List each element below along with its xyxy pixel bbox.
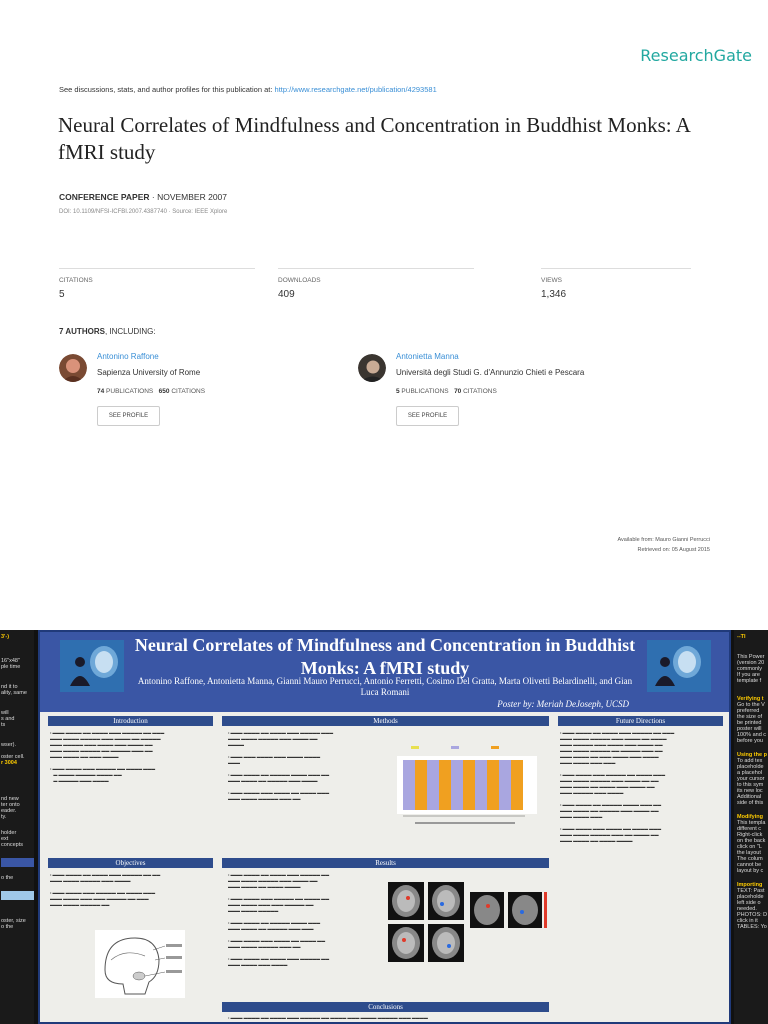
strip-line: 16"x48" [1, 658, 20, 664]
author-name[interactable]: Antonietta Manna [396, 352, 459, 361]
stat-value: 409 [278, 289, 295, 300]
block-design-chart [395, 742, 540, 827]
stat-downloads [278, 268, 474, 300]
strip-line: ter onto [1, 802, 20, 808]
stat-label: DOWNLOADS [278, 277, 321, 284]
divider [541, 268, 691, 269]
publication-label: PUBLICATIONS [104, 388, 154, 395]
stat-label: VIEWS [541, 277, 562, 284]
right-instruction-strip [734, 630, 768, 1024]
strip-line: o the [1, 875, 14, 881]
paper-type-line [59, 192, 227, 202]
strip-line: Right-click [737, 832, 763, 838]
future-directions-text: • ▬▬▬ ▬▬▬▬ ▬▬ ▬▬▬▬ ▬▬▬ ▬▬▬▬▬ ▬▬ ▬▬▬ ▬▬▬ ▬▬▬▬ ▬▬▬▬▬ ▬▬▬ ▬▬▬▬ ▬▬ ▬▬▬▬ ▬▬▬ ▬▬▬▬▬ ▬▬▬ ▬▬▬▬ ▬▬▬ ▬▬▬▬ ▬▬ ▬▬▬ ▬▬▬▬ ▬▬▬▬▬ ▬▬ ▬▬▬▬▬ ▬▬▬ ▬▬ ▬▬▬ ▬▬▬▬ ▬▬ ▬▬▬ ▬▬▬▬ ▬▬▬ ▬▬▬▬ ▬▬▬ ▬▬▬▬ ▬▬▬ ▬▬▬ • ▬▬▬ ▬▬▬▬ ▬▬▬ ▬▬▬▬▬ ▬▬ ▬▬▬▬ ▬▬▬ ▬▬▬ ▬▬▬▬ ▬▬▬▬▬ ▬▬▬ ▬▬▬▬ ▬▬ ▬▬ ▬▬▬ ▬▬▬▬ ▬▬ ▬▬▬▬ ▬▬▬ ▬▬▬▬ ▬▬ ▬▬▬ ▬▬▬▬▬ ▬▬▬ ▬▬▬▬ • ▬▬▬ ▬▬▬▬ ▬▬ ▬▬▬▬▬ ▬▬▬▬ ▬▬▬ ▬▬ ▬▬▬ ▬▬▬▬ ▬▬ ▬▬▬▬▬ ▬▬▬ ▬▬▬▬ ▬▬ ▬▬▬ ▬▬▬▬ ▬▬▬ • ▬▬▬ ▬▬▬▬ ▬▬▬ ▬▬▬▬ ▬▬ ▬▬▬▬ ▬▬▬ ▬▬▬ ▬▬▬▬ ▬▬▬▬▬ ▬▬▬ ▬▬ ▬▬▬▬ ▬▬ ▬▬▬ ▬▬▬▬ ▬▬ ▬▬▬▬ ▬▬▬▬ [560, 730, 675, 843]
strip-line: PHOTOS: D [737, 912, 768, 918]
strip-line: wser). [1, 742, 16, 748]
authors-heading [59, 327, 156, 336]
authors-count: 7 AUTHORS [59, 327, 105, 336]
strip-line: TEXT: Past [737, 888, 765, 894]
paper-type: CONFERENCE PAPER [59, 192, 150, 202]
retrieved-on: Retrieved on: 05 August 2015 [637, 547, 710, 553]
strip-line: a placehol [737, 770, 763, 776]
strip-line: preferred [737, 708, 760, 714]
strip-line: needed. [737, 906, 757, 912]
strip-line: ts [1, 722, 6, 728]
stat-value: 1,346 [541, 289, 567, 300]
strip-line: o the [1, 924, 14, 930]
publication-count: 74 [97, 388, 105, 395]
meditation-brain-image-left [60, 640, 124, 692]
strip-line: --TI [737, 634, 746, 640]
strip-line: r 3004 [1, 760, 17, 766]
section-results: Results [222, 858, 549, 868]
strip-line: (version 20 [737, 660, 765, 666]
discussion-notice [59, 85, 437, 94]
strip-line: Using the p [737, 752, 767, 758]
strip-line: Go to the V [737, 702, 765, 708]
strip-line: your cursor [737, 776, 765, 782]
strip-line: oster, size [1, 918, 26, 924]
citation-count: 650 [158, 388, 170, 395]
poster-by: Poster by: Meriah DeJoseph, UCSD [497, 699, 629, 709]
strip-line: holder [1, 830, 17, 836]
left-instruction-strip [0, 630, 34, 1024]
strip-line: template f [737, 678, 762, 684]
author-institution: Sapienza University of Rome [97, 368, 201, 377]
avatar[interactable] [59, 354, 87, 382]
publication-label: PUBLICATIONS [399, 388, 449, 395]
stat-views [541, 268, 691, 300]
strip-line: nd it to [1, 684, 18, 690]
divider [59, 268, 255, 269]
strip-line: commonly [737, 666, 763, 672]
see-profile-button[interactable]: SEE PROFILE [97, 406, 160, 426]
strip-line: the layout [737, 850, 761, 856]
strip-line: ty. [1, 814, 7, 820]
strip-line: click on "L [737, 844, 762, 850]
citation-label: CITATIONS [461, 388, 497, 395]
strip-line: before you [737, 738, 763, 744]
author-institution: Università degli Studi G. d'Annunzio Chieti e Pescara [396, 368, 585, 377]
section-objectives: Objectives [48, 858, 213, 868]
strip-line: ple time [1, 664, 21, 670]
paper-date: · NOVEMBER 2007 [149, 192, 228, 202]
brain-diagram [95, 930, 185, 998]
strip-line: side of this [737, 800, 764, 806]
strip-line: s and [1, 716, 15, 722]
conclusions-text: • ▬▬▬ ▬▬▬▬ ▬▬ ▬▬▬▬ ▬▬▬ ▬▬▬▬▬ ▬▬ ▬▬▬▬ ▬▬▬ ▬▬▬▬ ▬▬▬▬▬ ▬▬▬ ▬▬▬▬ [228, 1015, 428, 1020]
strip-line: to this sym [737, 782, 764, 788]
section-introduction: Introduction [48, 716, 213, 726]
strip-line: If you are [737, 672, 760, 678]
introduction-text: • ▬▬▬ ▬▬▬▬ ▬▬ ▬▬▬▬ ▬▬▬ ▬▬▬▬▬ ▬▬ ▬▬▬ ▬▬▬ ▬▬▬▬ ▬▬▬▬▬ ▬▬▬ ▬▬▬▬ ▬▬ ▬▬▬▬▬ ▬▬▬ ▬▬▬▬▬ ▬▬▬ ▬▬▬▬ ▬▬▬ ▬▬▬▬ ▬▬ ▬▬▬ ▬▬▬▬ ▬▬▬▬▬ ▬▬ ▬▬▬▬▬ ▬▬▬ ▬▬ ▬▬▬ ▬▬▬▬ ▬▬ ▬▬▬ ▬▬▬▬ • ▬▬▬ ▬▬▬▬ ▬▬▬ ▬▬▬▬▬ ▬▬ ▬▬▬▬ ▬▬▬ ▬ ▬▬▬▬ ▬▬▬▬▬ ▬▬▬▬ ▬▬ ▬ ▬▬▬▬▬ ▬▬▬ ▬▬▬▬ [50, 730, 165, 783]
section-future-directions: Future Directions [558, 716, 723, 726]
strip-line: Modifying [737, 814, 763, 820]
paper-title: Neural Correlates of Mindfulness and Concentration in Buddhist Monks: A fMRI study [58, 113, 690, 164]
poster-preview [0, 630, 768, 1024]
color-swatch [1, 891, 34, 900]
strip-line: 100% and c [737, 732, 767, 738]
strip-line: left side o [737, 900, 761, 906]
availability-info [617, 535, 710, 555]
strip-line: oster cell. [1, 754, 25, 760]
strip-line: Additional [737, 794, 762, 800]
strip-line: click in it [737, 918, 758, 924]
publication-count: 5 [396, 388, 400, 395]
methods-text: • ▬▬▬ ▬▬▬▬ ▬▬ ▬▬▬▬ ▬▬▬ ▬▬▬▬▬ ▬▬▬ ▬▬▬ ▬▬▬▬ ▬▬▬▬▬ ▬▬▬ ▬▬▬▬ ▬▬ ▬▬▬▬ • ▬▬▬ ▬▬▬ ▬▬▬▬ ▬▬▬ ▬▬▬▬ ▬▬▬▬ ▬▬▬ • ▬▬▬ ▬▬▬▬ ▬▬ ▬▬▬▬▬ ▬▬▬▬ ▬▬▬ ▬▬ ▬▬▬ ▬▬▬▬ ▬▬ ▬▬▬▬▬ ▬▬▬ ▬▬▬▬ • ▬▬▬ ▬▬▬▬ ▬▬▬ ▬▬▬▬ ▬▬ ▬▬▬▬ ▬▬▬ ▬▬▬ ▬▬▬▬ ▬▬▬▬▬ ▬▬▬ ▬▬ [228, 730, 334, 801]
strip-line: The colum [737, 856, 763, 862]
stat-label: CITATIONS [59, 277, 93, 284]
strip-line: This Power [737, 654, 765, 660]
available-from: Available from: Mauro Gianni Perrucci [617, 537, 710, 543]
doi-line: DOI: 10.1109/NFSI-ICFBI.2007.4387740 · Source: IEEE Xplore [59, 209, 228, 215]
section-methods: Methods [222, 716, 549, 726]
publication-link[interactable]: http://www.researchgate.net/publication/4293581 [274, 85, 437, 94]
stat-value: 5 [59, 289, 65, 300]
fmri-brain-scans [388, 882, 548, 972]
meditation-brain-image-right [647, 640, 711, 692]
strip-line: 3'-) [1, 634, 10, 640]
strip-line: be printed [737, 720, 762, 726]
color-swatch [1, 858, 34, 867]
author-counts [396, 388, 497, 395]
avatar[interactable] [358, 354, 386, 382]
researchgate-logo[interactable]: ResearchGate [640, 46, 752, 65]
strip-line: the size of [737, 714, 763, 720]
strip-line: placeholde [737, 764, 764, 770]
strip-line: nd new [1, 796, 19, 802]
strip-line: To add tex [737, 758, 763, 764]
strip-line: Verifying t [737, 696, 764, 702]
citation-label: CITATIONS [169, 388, 206, 395]
strip-line: ext [1, 836, 9, 842]
strip-line: eader. [1, 808, 17, 814]
strip-line: cannot be [737, 862, 762, 868]
strip-line: ality, same [1, 690, 27, 696]
results-text: • ▬▬▬ ▬▬▬▬ ▬▬ ▬▬▬▬ ▬▬▬ ▬▬▬▬▬ ▬▬ ▬▬▬ ▬▬▬▬ ▬▬▬▬▬ ▬▬▬ ▬▬▬▬ ▬▬ ▬▬▬ ▬▬▬▬ ▬▬ ▬▬▬▬ ▬▬▬▬ • ▬▬▬ ▬▬▬▬ ▬▬▬ ▬▬▬▬▬ ▬▬ ▬▬▬▬ ▬▬ ▬▬▬ ▬▬▬▬ ▬▬▬ ▬▬▬ ▬▬▬▬▬ ▬▬ ▬▬▬ ▬▬▬▬ ▬▬▬▬▬ • ▬▬▬ ▬▬▬▬ ▬▬ ▬▬▬▬▬ ▬▬▬▬ ▬▬▬ ▬▬▬ ▬▬▬▬ ▬▬ ▬▬▬▬▬ ▬▬▬ ▬▬▬ • ▬▬▬ ▬▬▬▬ ▬▬▬ ▬▬▬▬ ▬▬ ▬▬▬▬ ▬▬ ▬▬▬ ▬▬▬▬ ▬▬▬▬▬ ▬▬▬ ▬▬ • ▬▬▬ ▬▬▬▬ ▬▬ ▬▬▬▬ ▬▬▬ ▬▬▬▬▬ ▬▬ ▬▬▬ ▬▬▬▬ ▬▬▬ ▬▬▬▬ [228, 872, 330, 967]
discussion-text: See discussions, stats, and author profiles for this publication at: [59, 85, 275, 94]
poster-title: Neural Correlates of Mindfulness and Concentration in Buddhist Monks: A fMRI study [134, 635, 636, 678]
poster-header [40, 632, 729, 712]
strip-line: different c [737, 826, 762, 832]
author-name[interactable]: Antonino Raffone [97, 352, 159, 361]
stat-citations [59, 268, 255, 300]
strip-line: will [1, 710, 9, 716]
divider [278, 268, 474, 269]
author-counts [97, 388, 205, 395]
section-conclusions: Conclusions [222, 1002, 549, 1012]
strip-line: This templa [737, 820, 766, 826]
objectives-text: • ▬▬▬ ▬▬▬▬ ▬▬ ▬▬▬▬ ▬▬▬ ▬▬▬▬▬ ▬▬ ▬▬ ▬▬▬ ▬▬▬▬ ▬▬▬▬▬ ▬▬▬ ▬▬▬▬ • ▬▬▬ ▬▬▬▬ ▬▬▬ ▬▬▬▬▬ ▬▬ ▬▬▬▬ ▬▬▬ ▬▬▬ ▬▬▬▬ ▬▬▬ ▬▬▬ ▬▬▬▬▬ ▬▬ ▬▬▬ ▬▬▬ ▬▬▬▬ ▬▬▬▬▬ ▬▬ [50, 872, 161, 907]
authors-suffix: , INCLUDING: [104, 327, 156, 336]
strip-line: poster will [737, 726, 762, 732]
poster-authors: Antonino Raffone, Antonietta Manna, Gianni Mauro Perrucci, Antonio Ferretti, Cosimo Del Gratta, Marta Olivetti Belardinelli, and Gian Luca Romani [137, 676, 633, 697]
citation-count: 70 [454, 388, 462, 395]
strip-line: layout by c [737, 868, 764, 874]
strip-line: Importing [737, 882, 763, 888]
strip-line: TABLES: Yo [737, 924, 767, 930]
strip-line: on the back [737, 838, 766, 844]
see-profile-button[interactable]: SEE PROFILE [396, 406, 459, 426]
poster [38, 630, 731, 1024]
strip-line: its new loc [737, 788, 763, 794]
strip-line: concepts [1, 842, 24, 848]
strip-line: placeholde [737, 894, 764, 900]
